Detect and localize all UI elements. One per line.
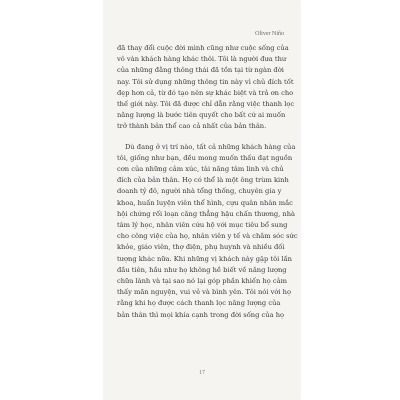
text-line: khỏe, giáo viên, thợ điện, phụ huynh và nhiều đối	[117, 243, 285, 252]
text-line: rằng khi họ được cách thanh lọc năng lượng của	[117, 299, 281, 308]
page-number: 17	[199, 370, 205, 376]
text-line: cho công việc của họ, nhân viên y tế và chăm sóc sức	[117, 232, 298, 241]
text-line: hội chứng rối loạn căng thẳng hậu chấn thương, nhà	[117, 209, 296, 218]
text-line: doanh tỷ đô, người nhà tổng thống, chuyên gia y	[117, 187, 282, 196]
paragraph-1	[117, 43, 295, 133]
text-line: đẹp hơn cả, từ đó tạo nên sự khác biệt và trả ơn cho	[117, 88, 294, 97]
text-line: nay. Tôi sử dụng những thông tin này vì chủ đích tốt	[117, 77, 294, 86]
body-text	[117, 43, 298, 321]
text-line: tượng khác nữa. Khi những vị khách này gặp tôi lần	[117, 254, 292, 263]
text-line: thấy mãn nguyện, vui vẻ và bình yên. Tôi nói với họ	[117, 288, 291, 297]
text-line: bản thân thì mọi khía cạnh trong đời sống của họ	[117, 310, 285, 319]
text-line: tâm lý học, nhân viên cứu hộ với mục tiêu bổ sung	[117, 221, 288, 230]
paragraph-2	[117, 142, 298, 321]
text-line: đích của bản thân. Họ có thể là một ông trùm kinh	[117, 176, 289, 185]
running-header: Oliver Niño	[255, 31, 284, 37]
text-line: khoa, huấn luyện viên thể hình, cựu quân nhân mắc	[117, 198, 293, 207]
text-line: cơn của những cảm xúc, tài năng tâm linh và chủ	[117, 165, 284, 174]
text-line: tôi, giống như bạn, đều mong muốn thấu đạt nguồn	[117, 153, 293, 162]
text-line: năng lượng là bước tiên quyết cho bất cứ ai muốn	[117, 111, 286, 120]
text-line: chữa lành và tại sao nó lại góp phần khiến họ cảm	[117, 277, 287, 286]
text-line: đầu tiên, hầu như họ không hề biết về năng lượng	[117, 265, 287, 274]
book-page	[104, 0, 300, 400]
text-line: đã thay đổi cuộc đời mình cũng như cuộc sống của	[117, 44, 289, 52]
text-line: Dù đang ở vị trí nào, tất cả những khách hàng của	[125, 142, 296, 151]
text-line: thế giới này. Tôi đã được chỉ dẫn rằng việc thanh lọc	[117, 100, 295, 109]
text-line: của những đằng thông thái đã tồn tại từ ngàn đời	[117, 66, 284, 75]
text-line: trở thành bản thể cao cả nhất của bản thân.	[117, 122, 267, 131]
text-line: vô vàn khách hàng khác thôi. Tôi là người đưa thư	[117, 55, 287, 64]
